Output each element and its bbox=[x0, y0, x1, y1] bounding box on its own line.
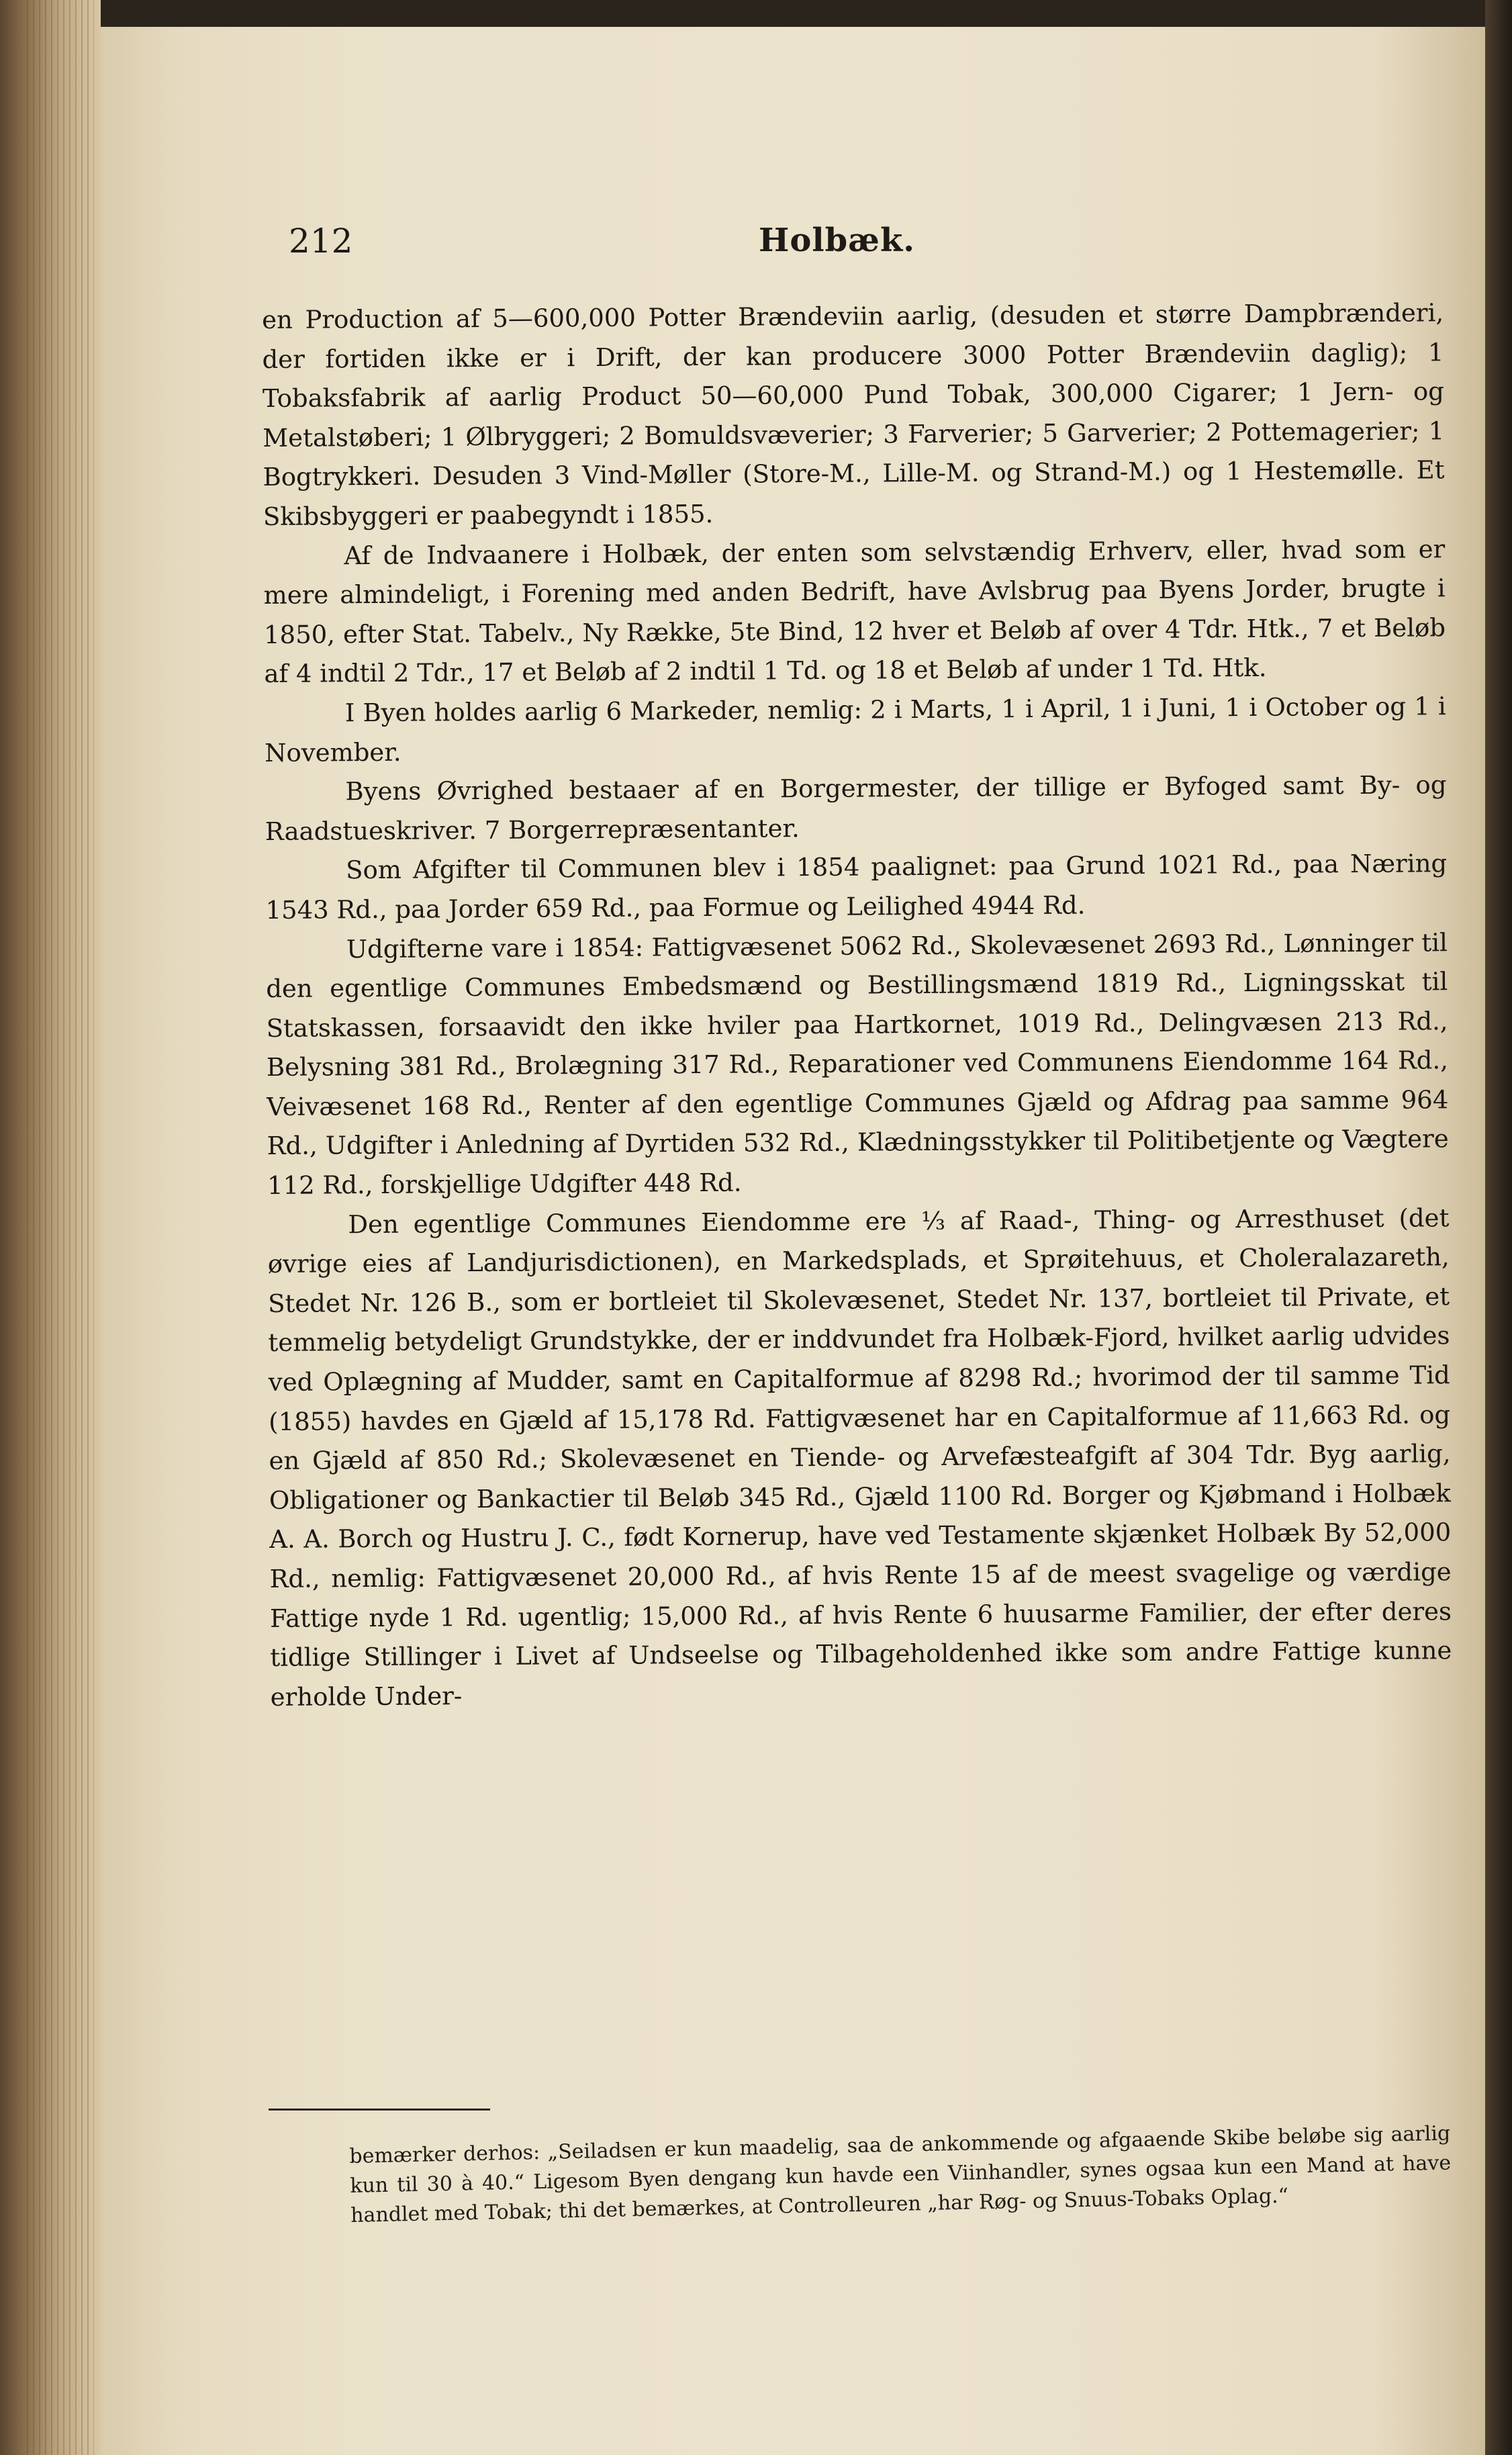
paragraph-agriculture: Af de Indvaanere i Holbæk, der enten som selvstændig Erhverv, eller, hvad som er mere almindeligt, i Forening med anden Bedrift, have Avlsbrug paa Byens Jorder, brugte i 1850, efter Stat. Tabelv., Ny Række, 5te Bind, 12 hver et Beløb af over 4 Tdr. Htk., 7 et Beløb af 4 indtil 2 Tdr., 17 et Beløb af 2 indtil 1 Td. og 18 et Beløb af under 1 Td. Htk. bbox=[263, 534, 1446, 689]
paragraph-production: en Production af 5—600,000 Potter Brændeviin aarlig, (desuden et større Dampbrænderi, der fortiden ikke er i Drift, der kan producere 3000 Potter Brændeviin daglig); 1 Tobaksfabrik af aarlig Product 50—60,000 Pund Tobak, 300,000 Cigarer; 1 Jern- og Metalstøberi; 1 Ølbryggeri; 2 Bomuldsvæverier; 3 Farverier; 5 Garverier; 2 Pottemagerier; 1 Bogtrykkeri. Desuden 3 Vind-Møller (Store-M., Lille-M. og Strand-M.) og 1 Hestemølle. Et Skibsbyggeri er paabegyndt i 1855. bbox=[262, 298, 1445, 531]
running-head: Holbæk. bbox=[759, 222, 915, 259]
footnote-divider bbox=[269, 2109, 490, 2111]
paragraph-expenses: Udgifterne vare i 1854: Fattigvæsenet 5062 Rd., Skolevæsenet 2693 Rd., Lønninger til den egentlige Communes Embedsmænd og Bestillingsmænd 1819 Rd., Ligningsskat til Statskassen, forsaavidt den ikke hviler paa Hartkornet, 1019 Rd., Delingvæsen 213 Rd., Belysning 381 Rd., Brolægning 317 Rd., Reparationer ved Communens Eiendomme 164 Rd., Veivæsenet 168 Rd., Renter af den egentlige Communes Gjæld og Afdrag paa samme 964 Rd., Udgifter i Anledning af Dyrtiden 532 Rd., Klædningsstykker til Politibetjente og Vægtere 112 Rd., forskjellige Udgifter 448 Rd. bbox=[266, 927, 1449, 1201]
page-number: 212 bbox=[289, 222, 353, 261]
right-edge-shadow bbox=[1485, 0, 1512, 2455]
page-header bbox=[289, 222, 1390, 275]
paragraph-taxes: Som Afgifter til Communen blev i 1854 paalignet: paa Grund 1021 Rd., paa Næring 1543 Rd., paa Jorder 659 Rd., paa Formue og Leilighed 4944 Rd. bbox=[265, 849, 1448, 925]
paragraph-markets: I Byen holdes aarlig 6 Markeder, nemlig: 2 i Marts, 1 i April, 1 i Juni, 1 i October og 1 i November. bbox=[264, 692, 1446, 768]
paragraph-property: Den egentlige Communes Eiendomme ere ⅓ af Raad-, Thing- og Arresthuset (det øvrige eies af Landjurisdictionen), en Markedsplads, et Sprøitehuus, et Choleralazareth, Stedet Nr. 126 B., som er bortleiet til Skolevæsenet, Stedet Nr. 137, bortleiet til Private, et temmelig betydeligt Grundstykke, der er inddvundet fra Holbæk-Fjord, hvilket aarlig udvides ved Oplægning af Mudder, samt en Capitalformue af 8298 Rd.; hvorimod der til samme Tid (1855) havdes en Gjæld af 15,178 Rd. Fattigvæsenet har en Capitalformue af 11,663 Rd. og en Gjæld af 850 Rd.; Skolevæsenet en Tiende- og Arvefæsteafgift af 304 Tdr. Byg aarlig, Obligationer og Bankactier til Beløb 345 Rd., Gjæld 1100 Rd. Borger og Kjøbmand i Holbæk A. A. Borch og Hustru J. C., født Kornerup, have ved Testamente skjænket Holbæk By 52,000 Rd., nemlig: Fattigvæsenet 20,000 Rd., af hvis Rente 15 af de meest svagelige og værdige Fattige nyde 1 Rd. ugentlig; 15,000 Rd., af hvis Rente 6 huusarme Familier, der efter deres tidlige Stillinger i Livet af Undseelse og Tilbageholdenhed ikke som andre Fattige kunne erholde Under- bbox=[267, 1203, 1452, 1712]
body-text bbox=[262, 293, 1452, 1717]
page-edges bbox=[27, 0, 94, 2455]
footnote-text: bemærker derhos: „Seiladsen er kun maadelig, saa de ankommende og afgaaende Skibe beløbe sig aarlig kun til 30 à 40.“ Ligesom Byen dengang kun havde een Viinhandler, synes ogsaa kun een Mand at have handlet med Tobak; thi det bemærkes, at Controlleuren „har Røg- og Snuus-Tobaks Oplag.“ bbox=[349, 2121, 1452, 2227]
paragraph-authority: Byens Øvrighed bestaaer af en Borgermester, der tillige er Byfoged samt By- og Raadstueskriver. 7 Borgerrepræsentanter. bbox=[265, 770, 1447, 846]
